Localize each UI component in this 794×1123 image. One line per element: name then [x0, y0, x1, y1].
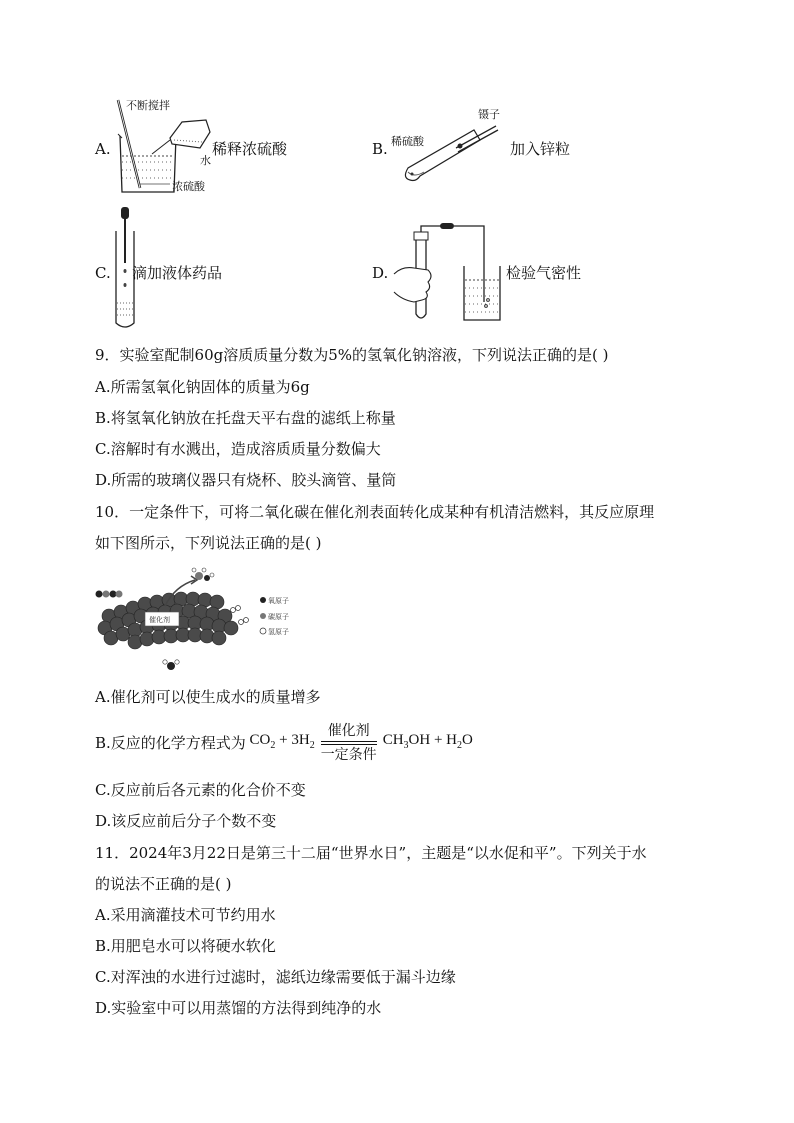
figure-b-tweezers-label: 镊子	[478, 108, 500, 121]
q10-equation-condition	[321, 722, 377, 764]
q9-option-d: D.所需的玻璃仪器只有烧杯、胶头滴管、量筒	[95, 471, 397, 489]
figure-b-acid-label: 稀硫酸	[391, 135, 424, 148]
figure-a-acid-label: 浓硫酸	[172, 180, 205, 193]
q10-reaction-diagram	[95, 566, 315, 678]
q9-option-b: B.将氢氧化钠放在托盘天平右盘的滤纸上称量	[95, 409, 396, 427]
q10-option-b	[95, 718, 473, 768]
q9-stem: 9．实验室配制60g溶质质量分数为5%的氢氧化钠溶液，下列说法正确的是( )	[95, 346, 609, 364]
q10-equation-products: $CH_3OH + H_2O$	[382, 732, 473, 751]
figure-a-caption: 稀释浓硫酸	[212, 140, 288, 158]
q10-option-b-prefix: B.反应的化学方程式为	[95, 734, 246, 752]
q11-option-d: D.实验室中可以用蒸馏的方法得到纯净的水	[95, 999, 382, 1017]
figure-b-caption: 加入锌粒	[510, 140, 571, 158]
q11-option-b: B.用肥皂水可以将硬水软化	[95, 937, 276, 955]
q10-stem-line1: 10．一定条件下，可将二氧化碳在催化剂表面转化成某种有机清洁燃料，其反应原理	[95, 503, 655, 521]
q11-option-c: C.对浑浊的水进行过滤时，滤纸边缘需要低于漏斗边缘	[95, 968, 456, 986]
q10-legend-carbon: 碳原子	[268, 613, 289, 621]
q9-option-c: C.溶解时有水溅出，造成溶质质量分数偏大	[95, 440, 381, 458]
q11-stem-line1: 11．2024年3月22日是第三十二届“世界水日”，主题是“以水促和平”。下列关于水	[95, 844, 647, 862]
q10-option-c: C.反应前后各元素的化合价不变	[95, 781, 306, 799]
q10-equation-condition-top: 催化剂	[327, 723, 370, 739]
q10-equation-reactants: $CO_2 + 3H_2$	[245, 732, 315, 751]
figure-c-caption: 滴加液体药品	[132, 264, 223, 282]
q10-option-d: D.该反应前后分子个数不变	[95, 812, 277, 830]
q11-stem-line2: 的说法不正确的是( )	[95, 875, 232, 893]
q10-legend-oxygen: 氧原子	[268, 597, 289, 605]
figure-a-letter: A.	[95, 140, 111, 158]
figure-d-illustration	[392, 222, 504, 330]
q10-equation-condition-bottom: 一定条件	[320, 747, 377, 763]
figure-a-water-label: 水	[200, 154, 211, 167]
q10-catalyst-label: 催化剂	[149, 616, 170, 624]
figure-d-caption: 检验气密性	[506, 264, 582, 282]
q9-option-a: A.所需氢氧化钠固体的质量为6g	[95, 378, 310, 396]
figure-d-letter: D.	[372, 264, 389, 282]
figure-a-stir-label: 不断搅拌	[126, 99, 170, 112]
q11-option-a: A.采用滴灌技术可节约用水	[95, 906, 276, 924]
figure-b-letter: B.	[372, 140, 388, 158]
q10-legend-hydrogen: 氢原子	[268, 628, 289, 636]
q10-option-a: A.催化剂可以使生成水的质量增多	[95, 688, 321, 706]
figure-c-letter: C.	[95, 264, 111, 282]
q10-stem-line2: 如下图所示，下列说法正确的是( )	[95, 534, 322, 552]
